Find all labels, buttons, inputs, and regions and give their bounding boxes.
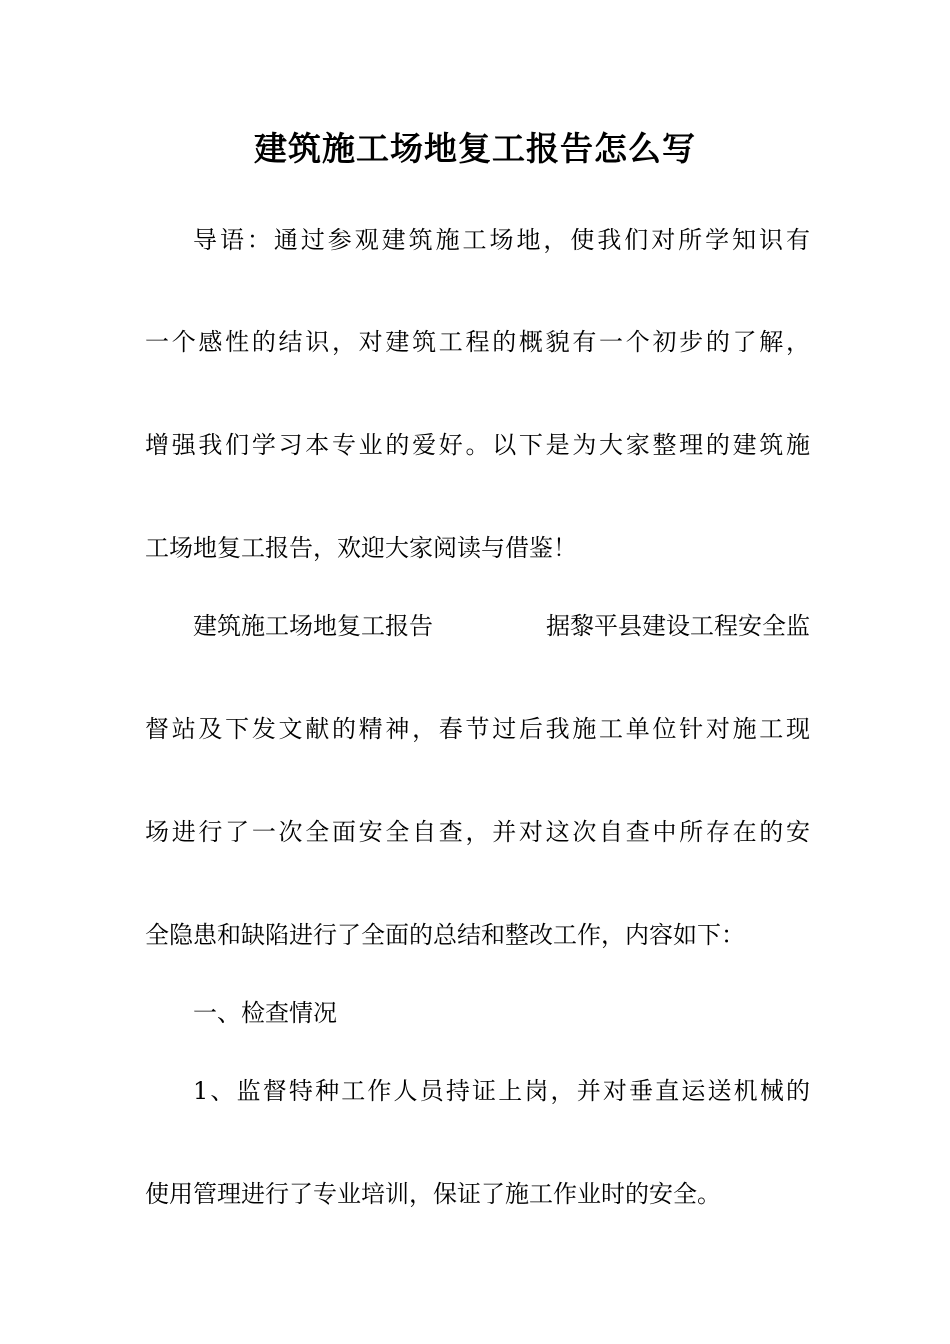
report-heading: 建筑施工场地复工报告: [193, 612, 433, 640]
intro-line-1: 导语：通过参观建筑施工场地，使我们对所学知识有: [193, 226, 810, 254]
report-first-line: [193, 609, 810, 643]
intro-line-2: 一个感性的结识，对建筑工程的概貌有一个初步的了解，: [145, 328, 810, 356]
item1-line-2: 使用管理进行了专业培训，保证了施工作业时的安全。: [145, 1180, 721, 1208]
report-line-1: 据黎平县建设工程安全监: [546, 612, 810, 640]
report-line-3: 场进行了一次全面安全自查，并对这次自查中所存在的安: [145, 818, 810, 846]
intro-line-3: 增强我们学习本专业的爱好。以下是为大家整理的建筑施: [145, 431, 810, 459]
intro-line-4: 工场地复工报告，欢迎大家阅读与借鉴！: [145, 534, 577, 562]
item1-line-1: 1、监督特种工作人员持证上岗，并对垂直运送机械的: [193, 1077, 810, 1105]
report-line-2: 督站及下发文献的精神，春节过后我施工单位针对施工现: [145, 715, 810, 743]
section-heading: 一、检查情况: [193, 999, 337, 1027]
document-title: 建筑施工场地复工报告怎么写: [254, 129, 696, 168]
report-line-4: 全隐患和缺陷进行了全面的总结和整改工作，内容如下：: [145, 921, 745, 949]
